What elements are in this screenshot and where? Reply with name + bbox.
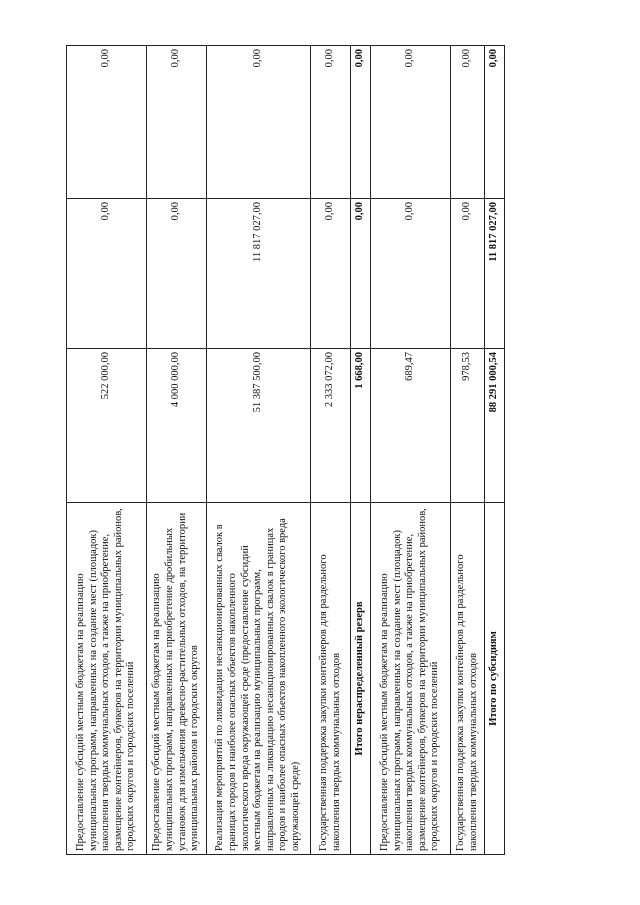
row-amount-3: 0,00 <box>351 46 371 199</box>
row-amount-2: 0,00 <box>351 199 371 349</box>
row-amount-3: 0,00 <box>311 46 351 199</box>
row-amount-3: 0,00 <box>451 46 485 199</box>
row-description: Предоставление субсидий местным бюджетам на реализацию муниципальных программ, направленных на создание мест (площадок) накопления твердых коммунальных отходов, а также на приобретение, размещение контейнеров, бункеров на территории муниципальных районов, городских округов и городских поселений <box>67 503 147 855</box>
row-amount-3: 0,00 <box>485 46 505 199</box>
row-amount-2: 0,00 <box>147 199 207 349</box>
row-description: Реализация мероприятий по ликвидации несанкционированных свалок в границах городов и наиболее опасных объектов накопленного экологического вреда окружающей среде (предоставление субсидий местным бюджетам на реализацию муниципальных программ, направленных на ликвидацию несанкционированных свалок в границах городов и наиболее опасных объектов накопленного экологического вреда окружающей среде) <box>207 503 311 855</box>
row-description: Итого по субсидиям <box>485 503 505 855</box>
table-row-total <box>351 46 371 855</box>
row-amount-3: 0,00 <box>207 46 311 199</box>
row-description: Предоставление субсидий местным бюджетам на реализацию муниципальных программ, направленных на приобретение дробильных установок для измельчения древесно-растительных отходов, на территории муниципальных районов и городских округов <box>147 503 207 855</box>
row-amount-2: 0,00 <box>451 199 485 349</box>
row-description: Государственная поддержка закупки контейнеров для раздельного накопления твердых коммунальных отходов <box>451 503 485 855</box>
table-row <box>207 46 311 855</box>
rotated-document-page <box>66 46 504 855</box>
row-amount-1: 522 000,00 <box>67 349 147 503</box>
row-amount-1: 88 291 000,54 <box>485 349 505 503</box>
row-amount-3: 0,00 <box>147 46 207 199</box>
row-amount-3: 0,00 <box>67 46 147 199</box>
table-row <box>147 46 207 855</box>
row-description: Итого нераспределенный резерв <box>351 503 371 855</box>
row-amount-1: 978,53 <box>451 349 485 503</box>
table-row <box>371 46 451 855</box>
row-description: Предоставление субсидий местным бюджетам на реализацию муниципальных программ, направленных на создание мест (площадок) накопления твердых коммунальных отходов, а также на приобретение, размещение контейнеров, бункеров на территории муниципальных районов, городских округов и городских поселений <box>371 503 451 855</box>
table-row-total <box>485 46 505 855</box>
row-amount-1: 689,47 <box>371 349 451 503</box>
row-amount-1: 1 668,00 <box>351 349 371 503</box>
row-description: Государственная поддержка закупки контейнеров для раздельного накопления твердых коммунальных отходов <box>311 503 351 855</box>
subsidies-table <box>66 45 505 855</box>
row-amount-3: 0,00 <box>371 46 451 199</box>
row-amount-2: 11 817 027,00 <box>207 199 311 349</box>
row-amount-2: 0,00 <box>371 199 451 349</box>
table-row <box>451 46 485 855</box>
table-row <box>67 46 147 855</box>
row-amount-2: 0,00 <box>67 199 147 349</box>
table-row <box>311 46 351 855</box>
row-amount-1: 4 000 000,00 <box>147 349 207 503</box>
row-amount-1: 2 333 072,00 <box>311 349 351 503</box>
row-amount-2: 11 817 027,00 <box>485 199 505 349</box>
row-amount-2: 0,00 <box>311 199 351 349</box>
row-amount-1: 51 387 500,00 <box>207 349 311 503</box>
